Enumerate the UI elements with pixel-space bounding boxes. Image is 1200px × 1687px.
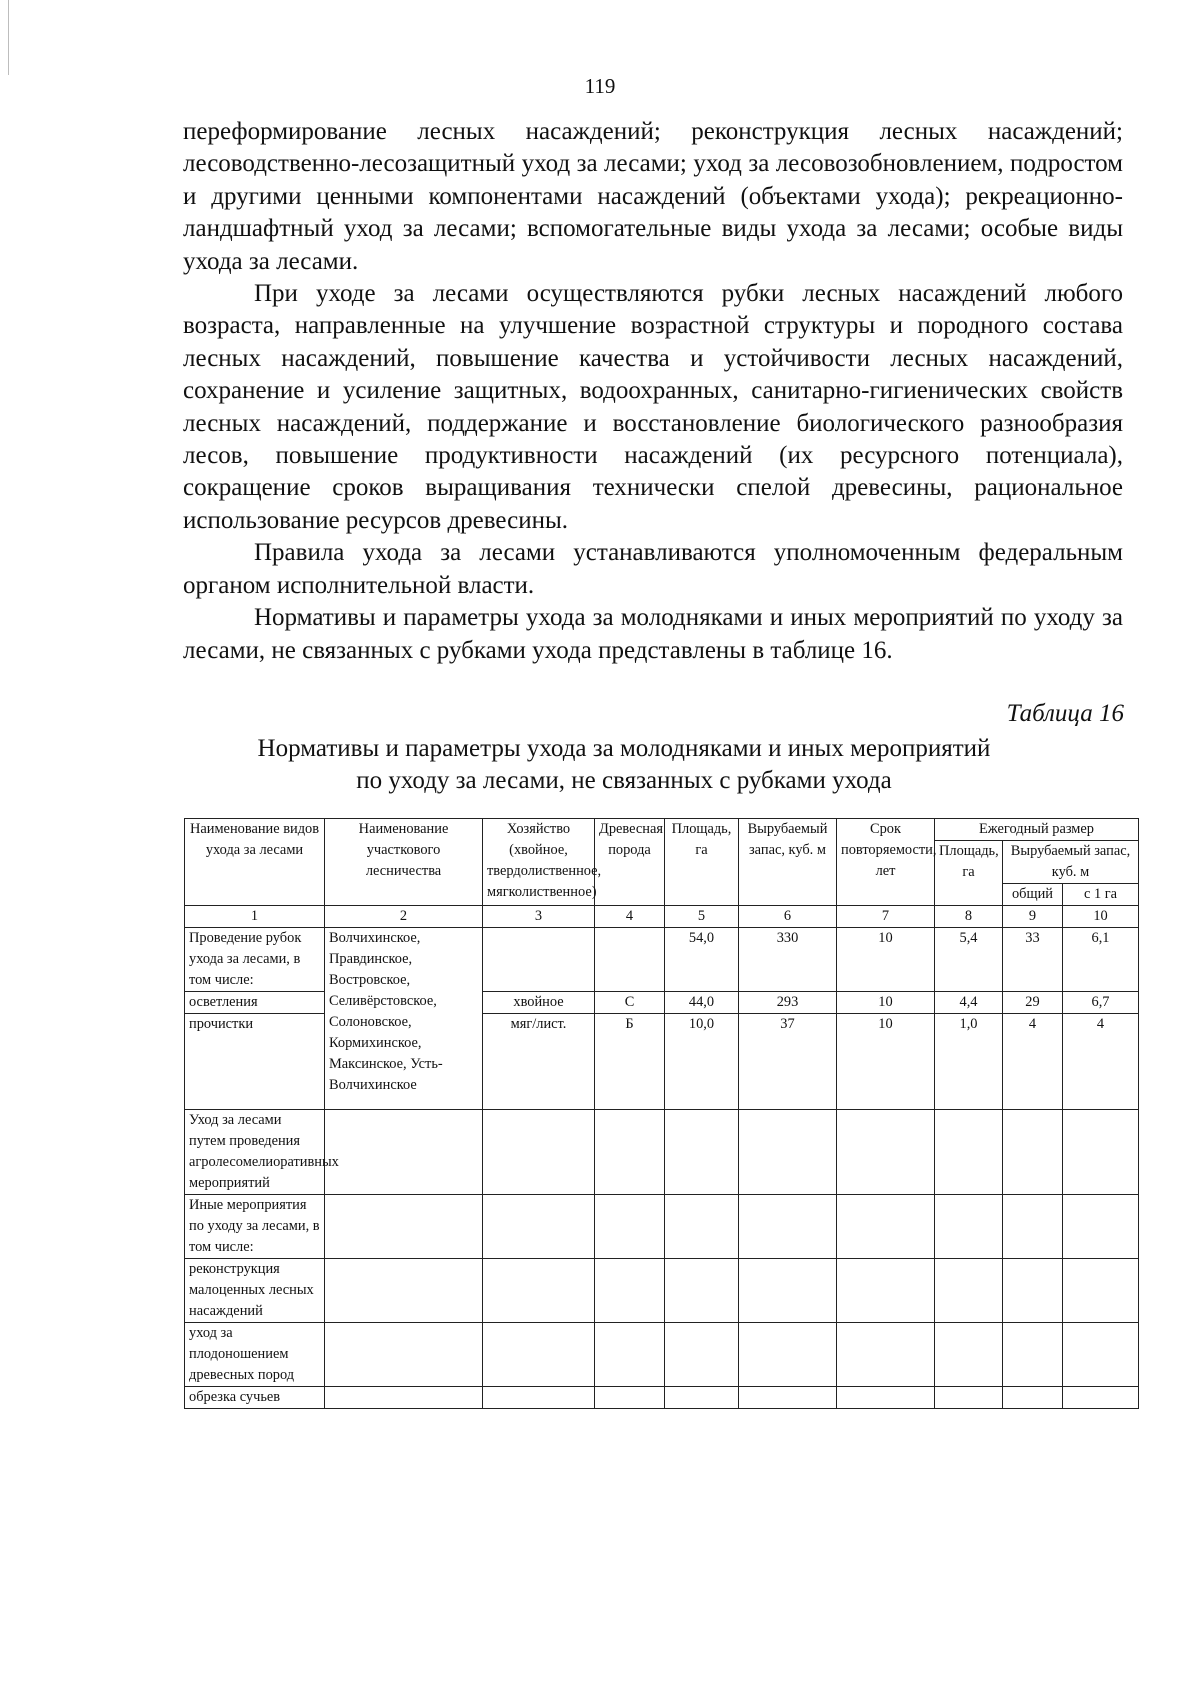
header-total: общий — [1003, 884, 1063, 906]
header-annual-area: Площадь, га — [935, 841, 1003, 906]
paragraph-1: переформирование лесных насаждений; реконструкция лесных насаждений; лесоводственно-лесозащитный уход за лесами; уход за лесовозобновлением, подростом и другими ценными компонентами насаждений (объектами ухода); рекреационно-ландшафтный уход за лесами; вспомогательные виды ухода за лесами; особые виды ухода за лесами. — [183, 118, 1123, 275]
row-per-ha: 4 — [1063, 1014, 1139, 1110]
body-text — [183, 116, 1123, 667]
table-row — [185, 1323, 1139, 1387]
table-row — [185, 1110, 1139, 1195]
column-number: 5 — [665, 906, 739, 928]
row-stock: 293 — [739, 992, 837, 1014]
table-row — [185, 1195, 1139, 1259]
row-period: 10 — [837, 992, 935, 1014]
row-per-ha: 6,7 — [1063, 992, 1139, 1014]
row-name: прочистки — [185, 1014, 325, 1110]
scan-margin-line — [8, 0, 9, 75]
page-number: 119 — [584, 74, 616, 98]
table-row — [185, 1259, 1139, 1323]
row-stock: 330 — [739, 928, 837, 992]
column-number: 10 — [1063, 906, 1139, 928]
row-farm: хвойное — [483, 992, 595, 1014]
row-area: 54,0 — [665, 928, 739, 992]
column-number: 3 — [483, 906, 595, 928]
row-per-ha: 6,1 — [1063, 928, 1139, 992]
row-period: 10 — [837, 928, 935, 992]
row-name: уход за плодоношением древесных пород — [185, 1323, 325, 1387]
table-row — [185, 1387, 1139, 1409]
row-species: С — [595, 992, 665, 1014]
row-species — [595, 928, 665, 992]
row-name: Проведение рубок ухода за лесами, в том числе: — [185, 928, 325, 992]
header-stock: Вырубаемый запас, куб. м — [739, 819, 837, 906]
row-name: осветления — [185, 992, 325, 1014]
row-name: реконструкция малоценных лесных насаждений — [185, 1259, 325, 1323]
row-name: Уход за лесами путем проведения агролесомелиоративных мероприятий — [185, 1110, 325, 1195]
row-annual-area: 1,0 — [935, 1014, 1003, 1110]
row-species: Б — [595, 1014, 665, 1110]
column-number: 1 — [185, 906, 325, 928]
table-title — [183, 733, 1065, 797]
column-number: 6 — [739, 906, 837, 928]
column-number: 4 — [595, 906, 665, 928]
row-annual-area: 5,4 — [935, 928, 1003, 992]
row-farm: мяг/лист. — [483, 1014, 595, 1110]
norms-table — [184, 818, 1139, 1409]
row-name: обрезка сучьев — [185, 1387, 325, 1409]
header-row — [185, 819, 1139, 841]
column-number: 2 — [325, 906, 483, 928]
column-number: 8 — [935, 906, 1003, 928]
paragraph-4: Нормативы и параметры ухода за молодняками и иных мероприятий по уходу за лесами, не связанных с рубками ухода представлены в таблице 16. — [183, 604, 1123, 664]
header-care-type: Наименование видов ухода за лесами — [185, 819, 325, 906]
paragraph-3: Правила ухода за лесами устанавливаются уполномоченным федеральным органом исполнительной власти. — [183, 539, 1123, 599]
header-period: Срок повторяемости, лет — [837, 819, 935, 906]
header-species: Древесная порода — [595, 819, 665, 906]
forestry-list: Волчихинское, Правдинское, Востровское, Селивёрстовское, Солоновское, Кормихинское, Максинское, Усть-Волчихинское — [325, 928, 483, 1110]
header-annual-stock: Вырубаемый запас, куб. м — [1003, 841, 1139, 884]
header-forestry: Наименование участкового лесничества — [325, 819, 483, 906]
header-farm: Хозяйство (хвойное, твердолиственное, мягколиственное) — [483, 819, 595, 906]
table-title-line-2: по уходу за лесами, не связанных с рубками ухода — [356, 767, 892, 794]
row-annual-area: 4,4 — [935, 992, 1003, 1014]
table-caption: Таблица 16 — [1006, 700, 1124, 727]
column-number: 9 — [1003, 906, 1063, 928]
column-number: 7 — [837, 906, 935, 928]
paragraph-2: При уходе за лесами осуществляются рубки лесных насаждений любого возраста, направленные на улучшение возрастной структуры и породного состава лесных насаждений, повышение качества и устойчивости лесных насаждений, сохранение и усиление защитных, водоохранных, санитарно-гигиенических свойств лесных насаждений, поддержание и восстановление биологического разнообразия лесов, повышение продуктивности насаждений (их ресурсного потенциала), сокращение сроков выращивания технически спелой древесины, рациональное использование ресурсов древесины. — [183, 280, 1123, 534]
header-per-ha: с 1 га — [1063, 884, 1139, 906]
header-annual: Ежегодный размер — [935, 819, 1139, 841]
column-number-row — [185, 906, 1139, 928]
row-annual-total: 29 — [1003, 992, 1063, 1014]
row-stock: 37 — [739, 1014, 837, 1110]
header-area: Площадь, га — [665, 819, 739, 906]
row-area: 44,0 — [665, 992, 739, 1014]
row-area: 10,0 — [665, 1014, 739, 1110]
row-farm — [483, 928, 595, 992]
row-period: 10 — [837, 1014, 935, 1110]
row-name: Иные мероприятия по уходу за лесами, в том числе: — [185, 1195, 325, 1259]
row-annual-total: 33 — [1003, 928, 1063, 992]
table-row — [185, 928, 1139, 992]
table-title-line-1: Нормативы и параметры ухода за молодняками и иных мероприятий — [257, 735, 991, 762]
row-annual-total: 4 — [1003, 1014, 1063, 1110]
